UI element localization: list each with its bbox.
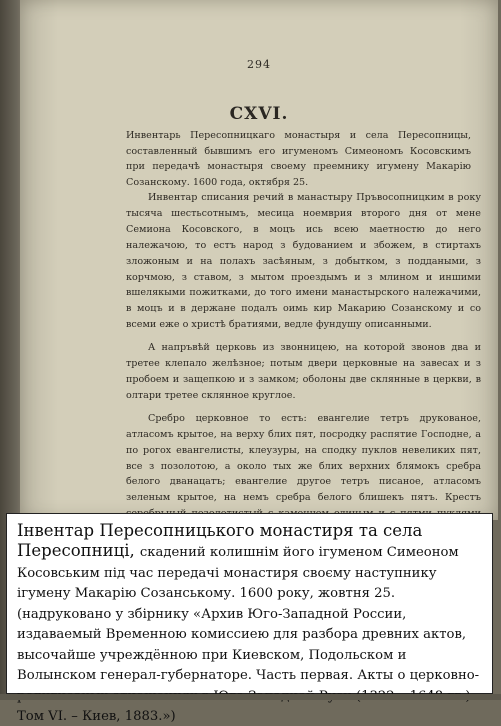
bottom-edge: [0, 694, 501, 700]
caption-body: скадений колишнім його ігуменом Симеоном Косовським під час передачі монастиря своєму наступнику ігумену Макарію Созанському. 1600 року, жовтня 25. (надруковано у збірнику «Архив Юго-Западной России, издаваемый Временною комиссиею для разбора древних актов, высочайше учреждённою при Киевском, Подольском и Волынском генерал-губернаторе. Часть первая. Акты о церковно- Том VI. – Киев, 1883.»): [17, 545, 480, 724]
body-paragraph: Сребро церковное то естъ: евангелие тетръ друкованое, атласомъ крытое, на верху блих пят, посродку распятие Господне, а по рогох евангелисты, клеузуры, на сподку пуклов невеликих пят, все з позолотою, а около тых же блих верхних блямокъ сребра белого дванацатъ; евангелие другое тетръ писаное, атласомъ зеленым крытое, на немъ сребра белого блишекъ пятъ. Крестъ: [126, 412, 481, 504]
document-number: CXVI.: [229, 104, 289, 124]
caption-title: Інвентар Пересопницького монастиря та села Пересопниці,: [17, 521, 423, 560]
scanned-book-page: [20, 0, 498, 520]
body-paragraph: Инвентар списания речий в манастыру Пръвосопницким в року тысяча шестьсотнымъ, месица ноемврия второго дня от мене Семиона Косовского, в моцъ ись всею маетностю до него належачою, то естъ народ з будованием и збожем, в стиртахъ зложоным и на полахъ засѣяным, з добытком, з поддаными, з корчмою, з ставом, з мытом проездымъ и з млином и иншими вшелякыми пожитками, до того имени манастырского належачими, в моцъ и в держане подалъ оимь кир Макарию Созанскому и со всеми еже о христѣ братиями, ведле фундушу описанными.: [126, 192, 481, 331]
body-paragraph: А напръвѣй церковь из звонницею, на которой звонов два и третее клепало желѣзное; потым двери церковные на завесах и з пробоем и защепкою и з замком; оболоны две склянные в церкви, в олтари третее склянное круглое.: [126, 342, 481, 401]
document-heading: Инвентарь Пересопницкаго монастыря и села Пересопницы, составленный бывшимъ его игуменомъ Симеономъ Косовскимъ при передачѣ монастыря своему преемнику игумену Макарію Созанскому. 1600 года, октября 25.: [126, 130, 471, 188]
caption-box: [6, 513, 493, 724]
document-body: [126, 190, 481, 520]
page-number: 294: [247, 58, 271, 71]
